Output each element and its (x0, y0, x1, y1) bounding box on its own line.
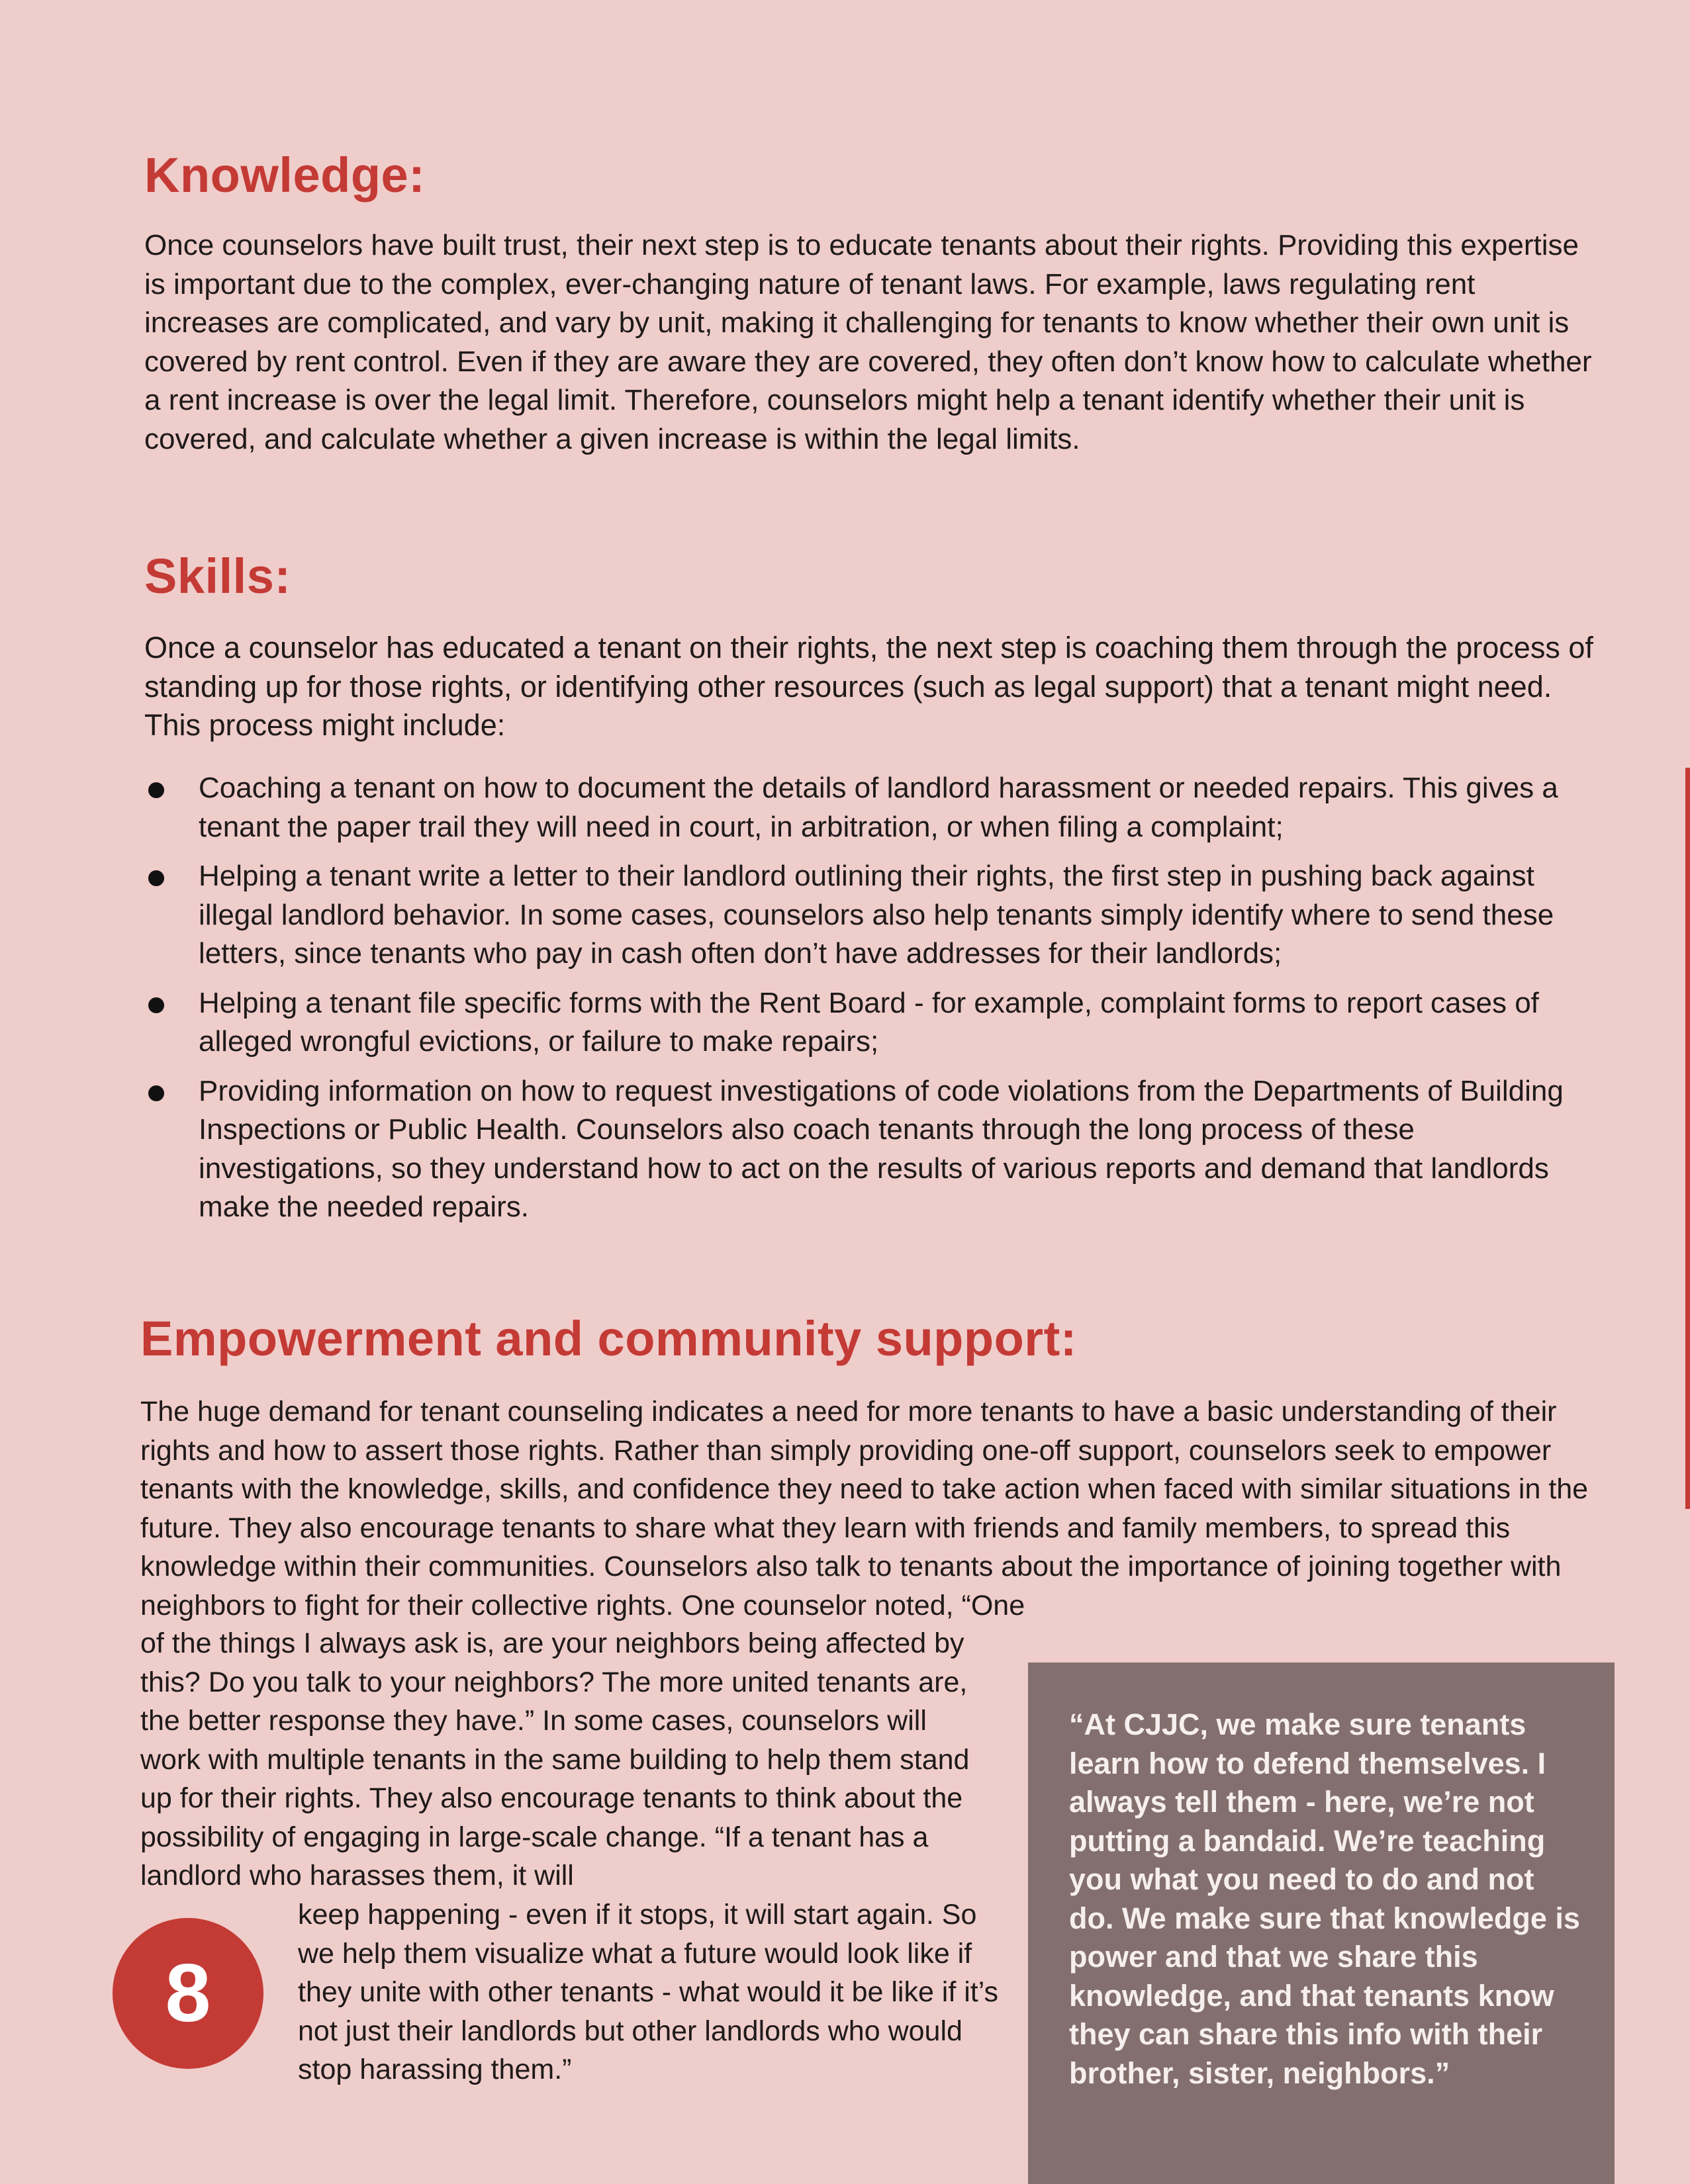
bullet-dot-icon (148, 870, 164, 886)
bullet-text: Helping a tenant file specific forms with the Rent Board - for example, complaint forms to report cases of alleged wrongful evictions, or failure to make repairs; (199, 986, 1539, 1058)
empowerment-paragraph-narrow: of the things I always ask is, are your neighbors being affected by this? Do you talk to your neighbors? The more united tenants are, the better response they have.” In some cases, counselors will work with multiple tenants in the same building to help them stand up for their rights. They also encourage tenants to think about the possibility of engaging in large-scale change. “If a tenant has a landlord who harasses them, it will (140, 1627, 970, 1891)
pull-quote-text: “At CJJC, we make sure tenants learn how to defend themselves. I always tell them - here, we’re not putting a bandaid. We’re teaching you what you need to do and not do. We make sure that knowledge is power and that we share this knowledge, and that tenants know they can share this info with their brother, sister, neighbors.” (1069, 1707, 1580, 2090)
right-edge-accent (1685, 768, 1690, 1509)
pull-quote-box (1028, 1662, 1615, 2184)
bullet-item (144, 1072, 1597, 1227)
skills-bullet-list (144, 769, 1597, 1238)
bullet-item (144, 769, 1597, 846)
bullet-text: Coaching a tenant on how to document the details of landlord harassment or needed repairs. This gives a tenant the paper trail they will need in court, in arbitration, or when filing a complaint; (199, 772, 1558, 843)
bullet-dot-icon (148, 997, 164, 1013)
bullet-item (144, 857, 1597, 974)
page-number: 8 (165, 1948, 211, 2039)
bullet-dot-icon (148, 1085, 164, 1101)
bullet-item (144, 984, 1597, 1062)
knowledge-heading: Knowledge: (144, 148, 426, 203)
bullet-text: Helping a tenant write a letter to their landlord outlining their rights, the first step in pushing back against illegal landlord behavior. In some cases, counselors also help tenants simply identify where to send these letters, since tenants who pay in cash often don’t have addresses for their landlords; (199, 860, 1554, 970)
empowerment-paragraph-indented: keep happening - even if it stops, it will start again. So we help them visualize what a future would look like if they unite with other tenants - what would it be like if it’s not just their landlords but other landlords who would stop harassing them.” (298, 1899, 999, 2085)
page-number-badge (113, 1918, 263, 2069)
bullet-dot-icon (148, 782, 164, 798)
empowerment-paragraph: The huge demand for tenant counseling indicates a need for more tenants to have a basic understanding of their rights and how to assert those rights. Rather than simply providing one-off support, counselors seek to empower tenants with the knowledge, skills, and confidence they need to take action when faced with similar situations in the future. They also encourage tenants to share what they learn with friends and family members, to spread this knowledge within their communities. Counselors also talk to tenants about the importance of joining together with neighbors to fight for their collective rights. One counselor noted, “One (140, 1396, 1589, 1621)
empowerment-heading: Empowerment and community support: (140, 1311, 1077, 1366)
skills-heading: Skills: (144, 549, 291, 604)
knowledge-paragraph: Once counselors have built trust, their next step is to educate tenants about their rights. Providing this expertise is important due to the complex, ever-changing nature of tenant laws. For example, laws regulating rent increases are complicated, and vary by unit, making it challenging for tenants to know whether their own unit is covered by rent control. Even if they are aware they are covered, they often don’t know how to calculate whether a rent increase is over the legal limit. Therefore, counselors might help a tenant identify whether their unit is covered, and calculate whether a given increase is within the legal limits. (144, 229, 1592, 455)
skills-intro-paragraph: Once a counselor has educated a tenant on their rights, the next step is coaching them through the process of standing up for those rights, or identifying other resources (such as legal support) that a tenant might need. This process might include: (144, 631, 1593, 742)
bullet-text: Providing information on how to request investigations of code violations from the Departments of Building Inspections or Public Health. Counselors also coach tenants through the long process of these investigations, so they understand how to act on the results of various reports and demand that landlords make the needed repairs. (199, 1074, 1564, 1223)
